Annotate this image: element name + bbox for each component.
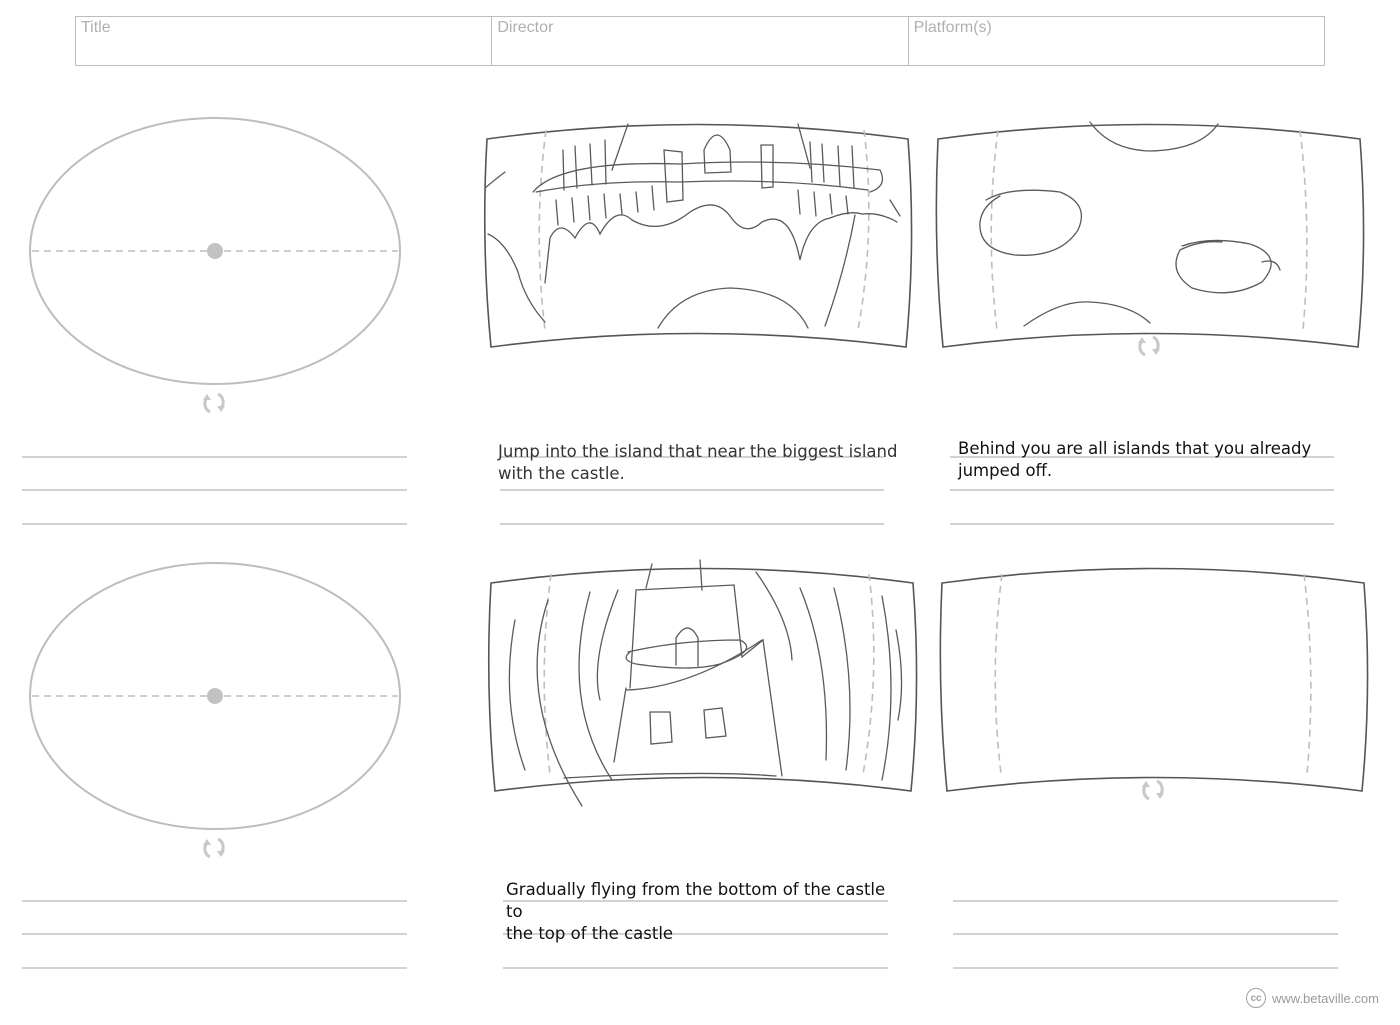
rotate-icon[interactable] [1138, 337, 1160, 355]
behind-frame-2 [940, 569, 1367, 792]
view-orientation-diagram-2 [30, 563, 400, 829]
rotate-icon[interactable] [1142, 781, 1164, 799]
view-orientation-diagram-1 [30, 118, 400, 384]
behind-caption-1[interactable]: Behind you are all islands that you already jumped off. [958, 439, 1312, 480]
site-link[interactable]: www.betaville.com [1272, 990, 1379, 1006]
license-footer [1246, 986, 1379, 1010]
scene-caption-2[interactable]: Gradually flying from the bottom of the castle to the top of the castle [506, 880, 886, 943]
rotate-icon[interactable] [203, 839, 225, 857]
director-label: Director [497, 19, 554, 36]
title-label: Title [81, 19, 111, 36]
scene-frame-2 [489, 569, 917, 792]
scene-frame-1 [485, 125, 912, 348]
behind-frame-1 [936, 125, 1363, 348]
platforms-label: Platform(s) [913, 19, 992, 36]
rotate-icon[interactable] [203, 394, 225, 412]
scene-sketch-1 [485, 124, 900, 328]
scene-caption-1[interactable]: Jump into the island that near the biggest island with the castle. [498, 442, 898, 483]
behind-sketch-1 [980, 122, 1280, 326]
creative-commons-icon: cc [1246, 988, 1266, 1008]
scene-sketch-2 [509, 560, 901, 806]
